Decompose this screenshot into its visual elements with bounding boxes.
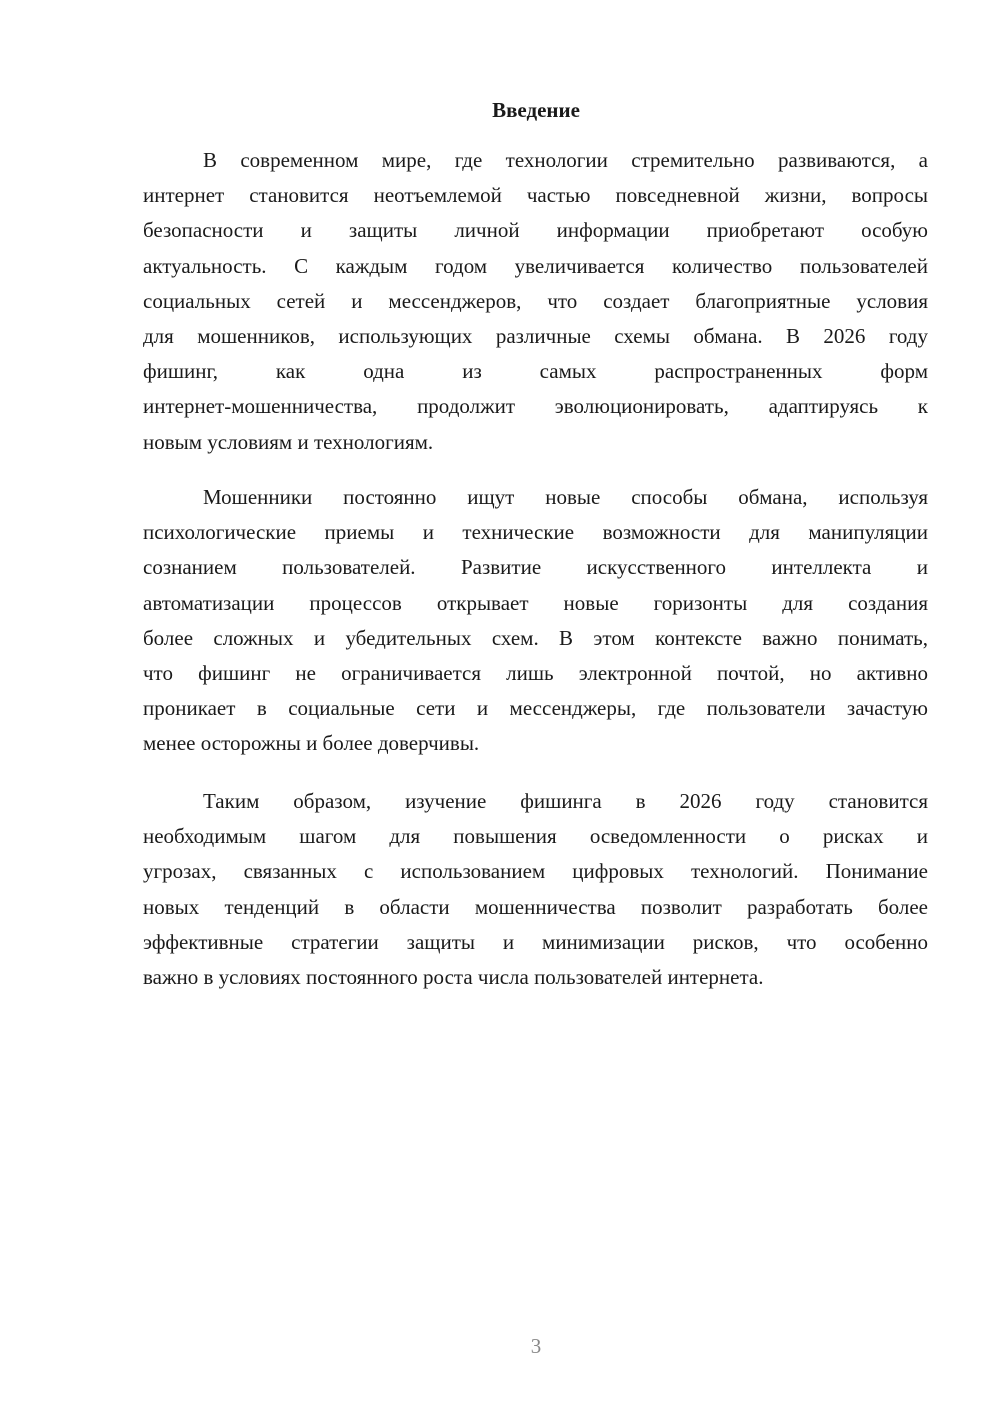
page-number: 3 — [530, 1334, 542, 1358]
text-line: угрозах, связанных с использованием цифровых технологий. Понимание — [143, 859, 928, 884]
text-line: менее осторожны и более доверчивы. — [143, 731, 480, 756]
text-line: Таким образом, изучение фишинга в 2026 году становится — [203, 789, 928, 813]
text-line: интернет становится неотъемлемой частью повседневной жизни, вопросы — [143, 183, 928, 208]
text-line: сознанием пользователей. Развитие искусственного интеллекта и — [143, 555, 928, 580]
text-line: В современном мире, где технологии стремительно развиваются, а — [203, 148, 928, 172]
text-line: более сложных и убедительных схем. В этом контексте важно понимать, — [143, 625, 928, 650]
paragraph-3 — [143, 784, 928, 995]
section-title: Введение — [492, 98, 580, 122]
text-line: безопасности и защиты личной информации приобретают особую — [143, 218, 928, 243]
text-line: актуальность. С каждым годом увеличивается количество пользователей — [143, 253, 928, 278]
text-line: Мошенники постоянно ищут новые способы обмана, используя — [203, 485, 928, 509]
text-line: для мошенников, использующих различные схемы обмана. В 2026 году — [143, 323, 928, 348]
text-line: важно в условиях постоянного роста числа пользователей интернета. — [143, 964, 764, 989]
text-line: фишинг, как одна из самых распространенных форм — [143, 359, 928, 384]
text-line: новым условиям и технологиям. — [143, 429, 434, 454]
text-line: проникает в социальные сети и мессенджеры, где пользователи зачастую — [143, 696, 928, 721]
paragraph-1 — [143, 143, 928, 460]
text-line: интернет-мошенничества, продолжит эволюционировать, адаптируясь к — [143, 394, 928, 419]
text-line: необходимым шагом для повышения осведомленности о рисках и — [143, 824, 928, 849]
paragraph-2 — [143, 480, 928, 762]
text-line: автоматизации процессов открывает новые горизонты для создания — [143, 590, 928, 615]
text-line: что фишинг не ограничивается лишь электронной почтой, но активно — [143, 660, 928, 685]
text-line: социальных сетей и мессенджеров, что создает благоприятные условия — [143, 288, 928, 313]
text-line: психологические приемы и технические возможности для манипуляции — [143, 520, 928, 545]
text-line: эффективные стратегии защиты и минимизации рисков, что особенно — [143, 929, 928, 954]
text-line: новых тенденций в области мошенничества позволит разработать более — [143, 894, 928, 919]
